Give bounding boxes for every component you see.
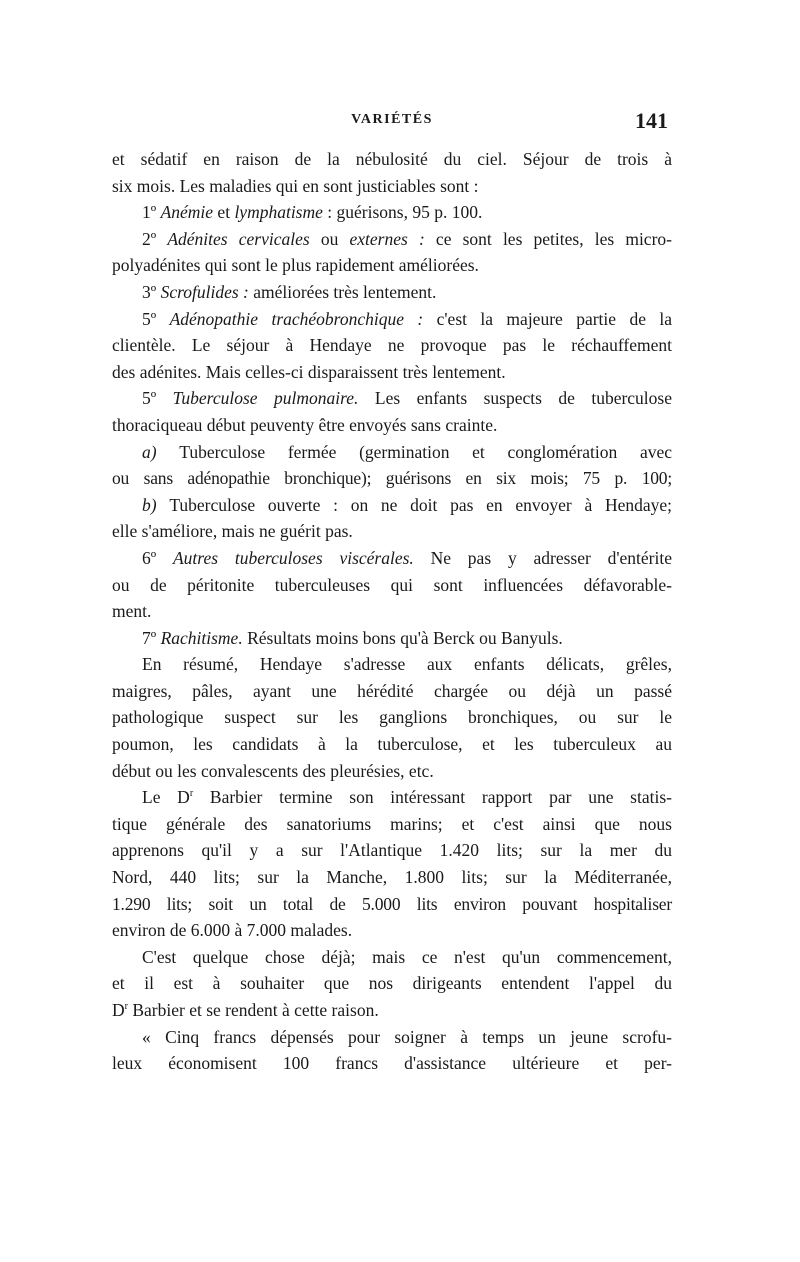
text-line: 7º Rachitisme. Résultats moins bons qu'à Berck ou Banyuls. bbox=[142, 627, 563, 648]
text-line: elle s'améliore, mais ne guérit pas. bbox=[112, 521, 353, 542]
text-line: maigres, pâles, ayant une hérédité chargée ou déjà un passé bbox=[112, 680, 672, 701]
text-line: En résumé, Hendaye s'adresse aux enfants délicats, grêles, bbox=[142, 654, 672, 675]
text-line: tique générale des sanatoriums marins; et c'est ainsi que nous bbox=[112, 813, 672, 834]
text-line: a) Tuberculose fermée (germination et conglomération avec bbox=[142, 441, 673, 462]
text-line: $D^r$ Barbier et se rendent à cette raison. bbox=[112, 1000, 379, 1020]
text-line: pathologique suspect sur les ganglions bronchiques, ou sur le bbox=[112, 707, 672, 728]
text-line: 1º Anémie et lymphatisme : guérisons, 95 p. 100. bbox=[142, 202, 483, 223]
text-line: ou sans adénopathie bronchique); guérisons en six mois; 75 p. 100; bbox=[112, 468, 672, 489]
text-line: C'est quelque chose déjà; mais ce n'est qu'un commencement, bbox=[142, 946, 672, 967]
text-line: 5º Tuberculose pulmonaire. Les enfants suspects de tuberculose bbox=[142, 388, 672, 409]
text-line: six mois. Les maladies qui en sont justiciables sont : bbox=[112, 175, 479, 196]
page-header bbox=[112, 108, 672, 138]
text-line: début ou les convalescents des pleurésies, etc. bbox=[112, 760, 434, 781]
text-line: et sédatif en raison de la nébulosité du ciel. Séjour de trois à bbox=[112, 149, 672, 169]
text-line: apprenons qu'il y a sur l'Atlantique 1.420 lits; sur la mer du bbox=[112, 840, 672, 861]
text-line: b) Tuberculose ouverte : on ne doit pas en envoyer à Hendaye; bbox=[142, 494, 673, 515]
text-line: 3º Scrofulides : améliorées très lentement. bbox=[142, 281, 437, 302]
text-line: « Cinq francs dépensés pour soigner à temps un jeune scrofu- bbox=[142, 1026, 672, 1047]
page-number: 141 bbox=[635, 108, 668, 133]
text-line: des adénites. Mais celles-ci disparaissent très lentement. bbox=[112, 361, 506, 382]
text-line: ment. bbox=[112, 601, 152, 622]
text-line: et il est à souhaiter que nos dirigeants entendent l'appel du bbox=[112, 973, 672, 994]
text-line: Nord, 440 lits; sur la Manche, 1.800 lits; sur la Méditerranée, bbox=[112, 867, 672, 888]
text-line: polyadénites qui sont le plus rapidement améliorées. bbox=[112, 255, 479, 276]
running-title: VARIÉTÉS bbox=[351, 112, 433, 127]
text-line: clientèle. Le séjour à Hendaye ne provoque pas le réchauffement bbox=[112, 335, 672, 356]
text-line: 6º Autres tuberculoses viscérales. Ne pas y adresser d'entérite bbox=[142, 547, 672, 568]
body-text bbox=[112, 146, 672, 1077]
text-line: leux économisent 100 francs d'assistance ultérieure et per- bbox=[112, 1053, 672, 1074]
text-line: thoraciqueau début peuventy être envoyés sans crainte. bbox=[112, 414, 498, 435]
text-line: environ de 6.000 à 7.000 malades. bbox=[112, 920, 353, 941]
text-line: 1.290 lits; soit un total de 5.000 lits environ pouvant hospitaliser bbox=[112, 893, 672, 914]
text-line: 5º Adénopathie trachéobronchique : c'est la majeure partie de la bbox=[142, 308, 673, 329]
text-line: poumon, les candidats à la tuberculose, et les tuberculeux au bbox=[112, 734, 672, 755]
text-line: 2º Adénites cervicales ou externes : ce sont les petites, les micro- bbox=[142, 228, 672, 249]
text-line: ou de péritonite tuberculeuses qui sont influencées défavorable- bbox=[112, 574, 672, 595]
text-line: Le $D^r$ Barbier termine son intéressant rapport par une statis- bbox=[142, 787, 672, 808]
